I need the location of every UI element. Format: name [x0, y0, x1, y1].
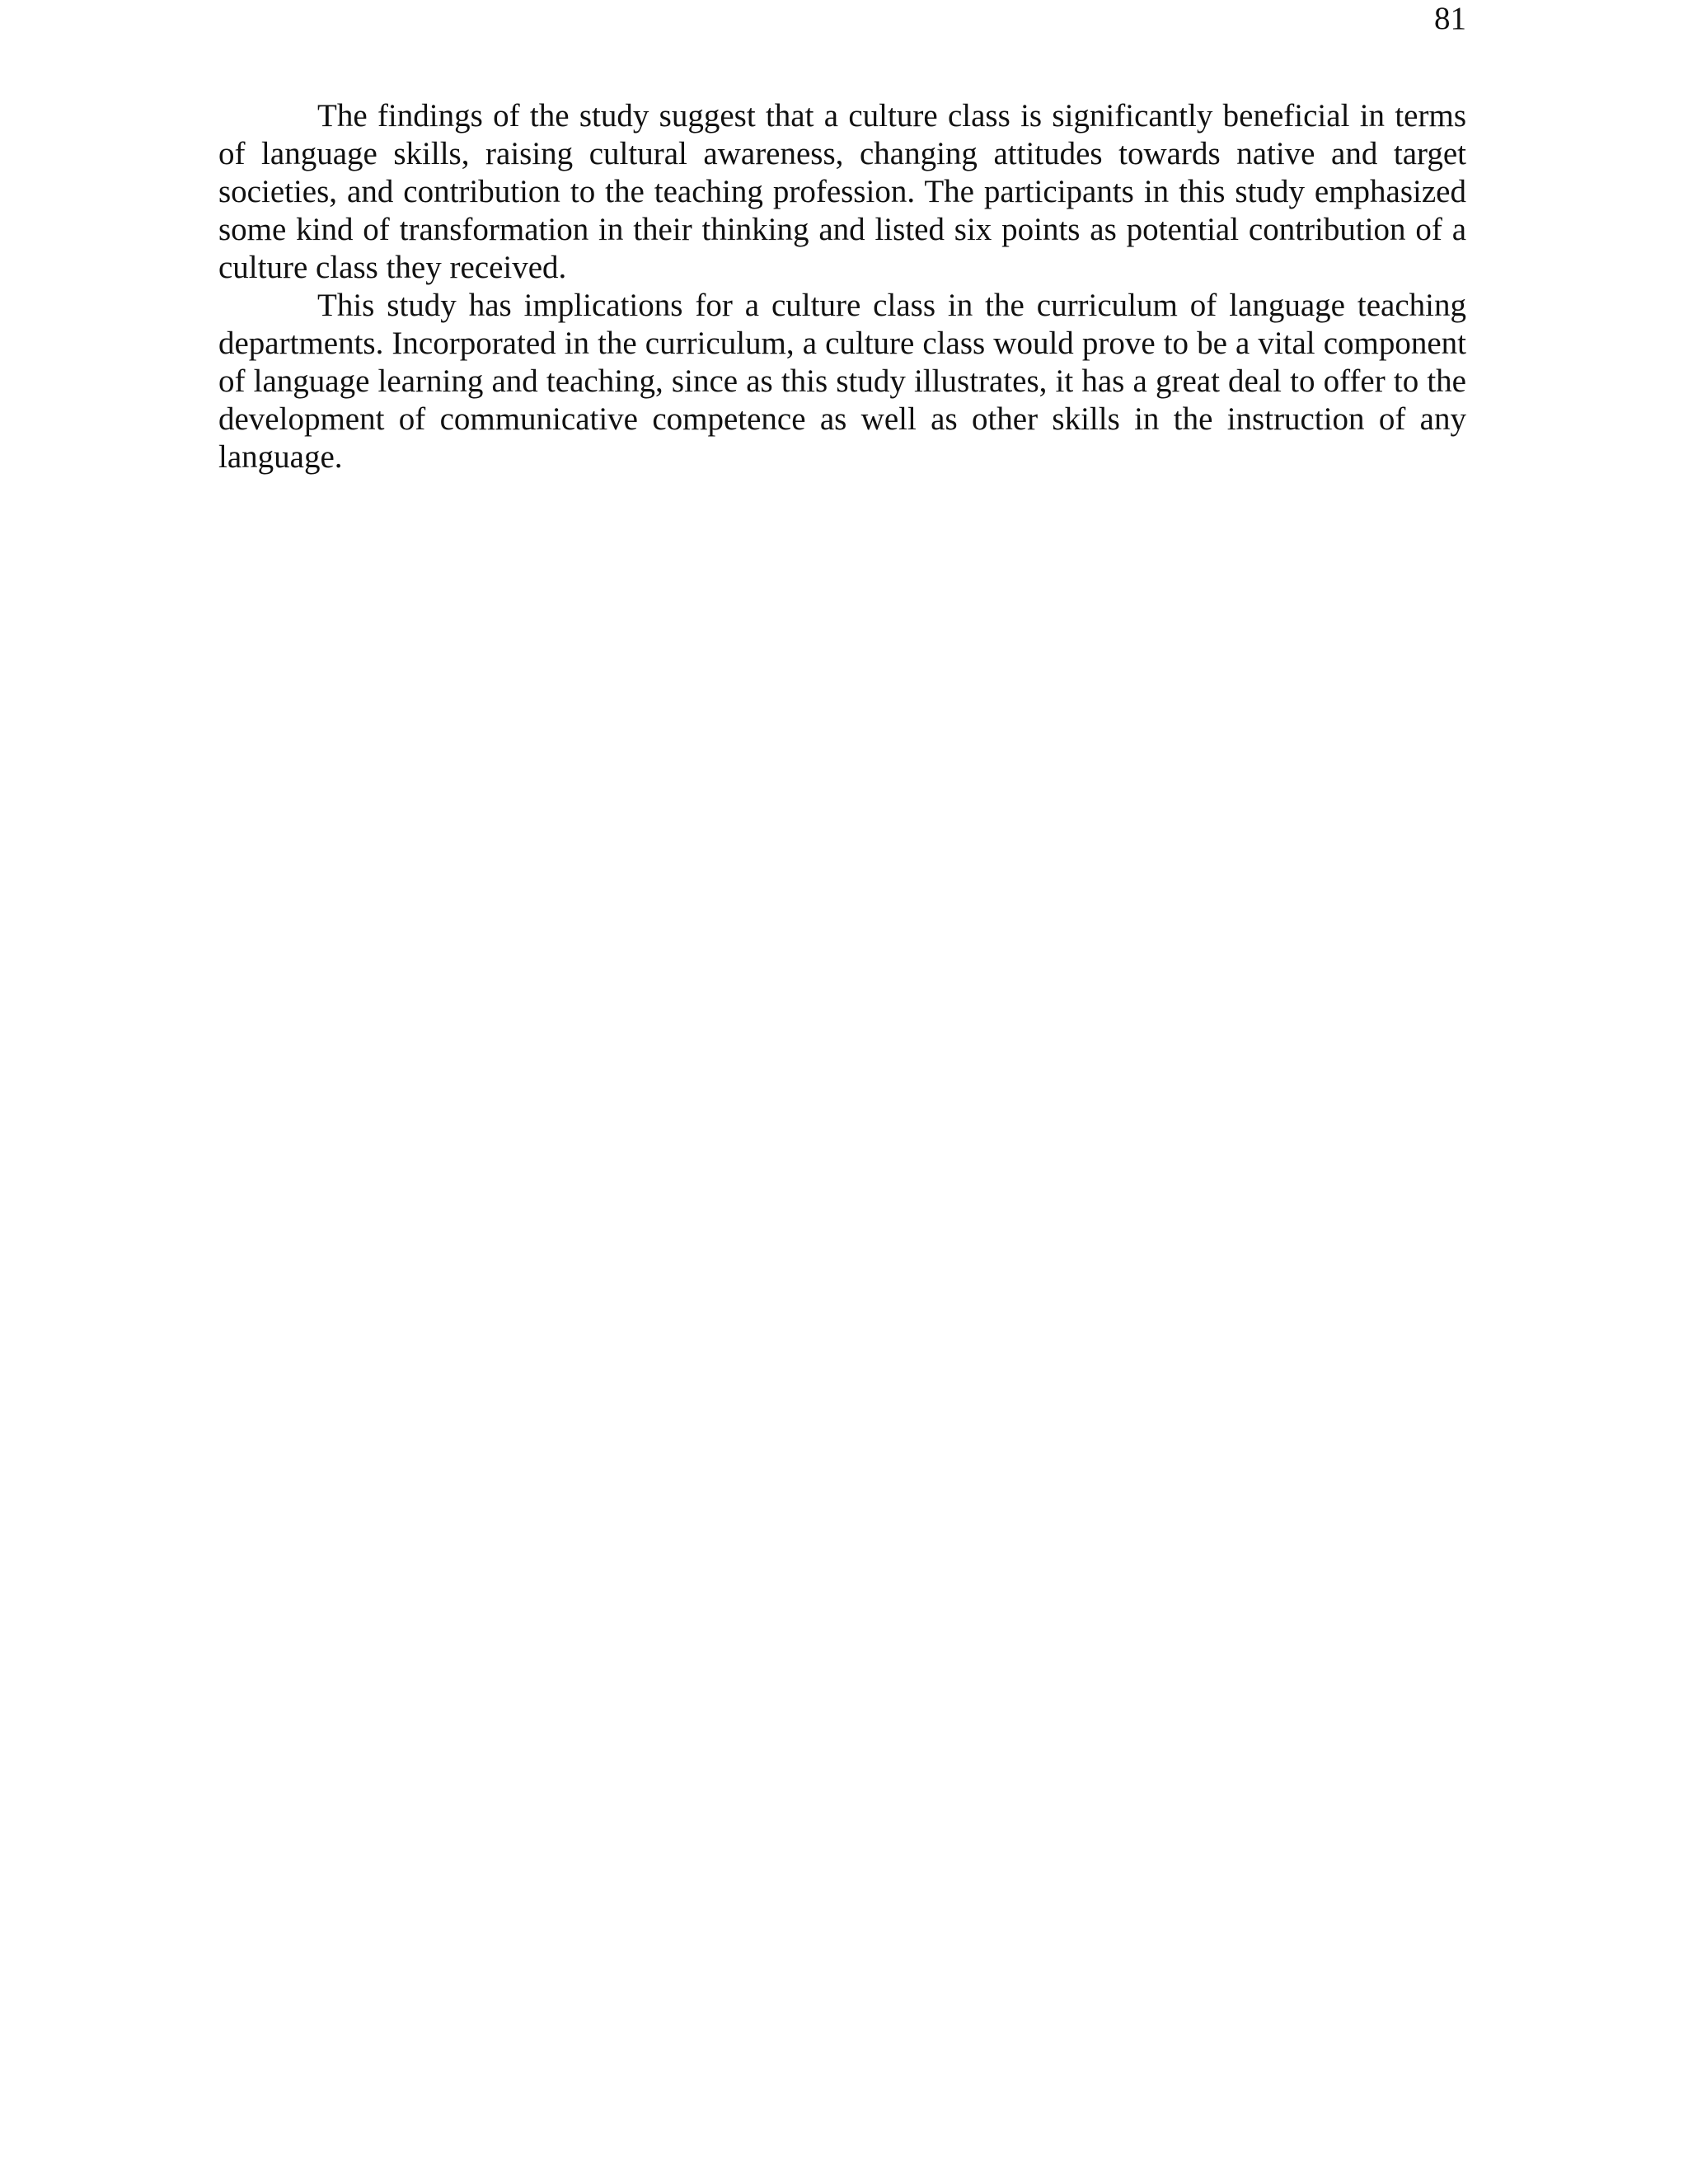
body-text [218, 97, 1466, 476]
paragraph-implications: This study has implications for a culture class in the curriculum of language teaching departments. Incorporated in the curriculum, a culture class would prove to be a vital component of language learning and teaching, since as this study illustrates, it has a great deal to offer to the development of communicative competence as well as other skills in the instruction of any language. [218, 288, 1466, 475]
page-number: 81 [1434, 1, 1466, 36]
paragraph-findings: The findings of the study suggest that a culture class is significantly beneficial in terms of language skills, raising cultural awareness, changing attitudes towards native and target societies, and contribution to the teaching profession. The participants in this study emphasized some kind of transformation in their thinking and listed six points as potential contribution of a culture class they received. [218, 98, 1466, 285]
